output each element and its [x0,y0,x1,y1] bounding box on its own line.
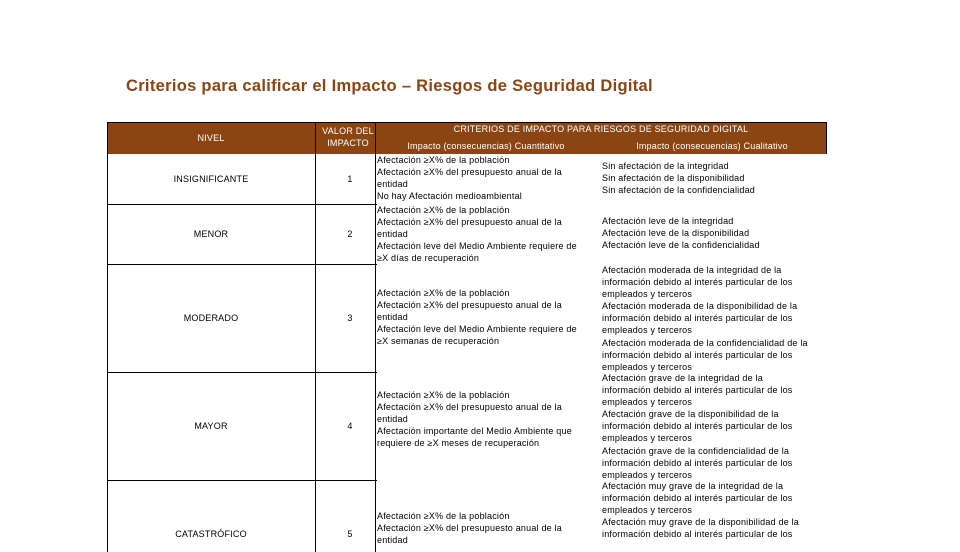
row-nivel: MAYOR [194,421,228,431]
page-title: Criterios para calificar el Impacto – Riesgos de Seguridad Digital [126,77,653,95]
row-cualitativo: Afectación moderada de la integridad de la información debido al interés particular de los empleados y terceros Afectación moderada de la disponibilidad de la información debido al interés particular de los empleados y terceros Afectación moderada de la confidencialidad de la información debido al interés particular de los empleados y terceros [602,265,808,372]
header-cuantitativo: Impacto (consecuencias) Cuantitativo [407,141,565,151]
row-valor: 3 [347,313,353,323]
row-nivel: CATASTRÓFICO [175,529,247,539]
grid-line [107,372,377,373]
grid-line [107,122,108,552]
header-cualitativo: Impacto (consecuencias) Cualitativo [636,141,788,151]
row-cuantitativo: Afectación ≥X% de la población Afectación ≥X% del presupuesto anual de la entidad [377,511,562,546]
header-criterios: CRITERIOS DE IMPACTO PARA RIESGOS DE SEGURIDAD DIGITAL [453,124,749,134]
row-cualitativo: Afectación muy grave de la integridad de la información debido al interés particular de los empleados y terceros Afectación muy grave de la disponibilidad de la información debido al interés particular de los [602,481,800,540]
grid-line [107,122,827,123]
grid-line [107,264,377,265]
row-cuantitativo: Afectación ≥X% de la población Afectación ≥X% del presupuesto anual de la entidad Afectación importante del Medio Ambiente que requiere de ≥X meses de recuperación [377,390,572,449]
impact-criteria-table [107,122,827,552]
row-cuantitativo: Afectación ≥X% de la población Afectación ≥X% del presupuesto anual de la entidad No hay Afectación medioambiental [377,155,562,202]
row-cualitativo: Sin afectación de la integridad Sin afectación de la disponibilidad Sin afectación de la confidencialidad [602,161,755,196]
header-valor: VALOR DEL IMPACTO [322,126,374,149]
grid-line [107,204,377,205]
row-cuantitativo: Afectación ≥X% de la población Afectación ≥X% del presupuesto anual de la entidad Afectación leve del Medio Ambiente requiere de ≥X días de recuperación [377,205,577,264]
row-cualitativo: Afectación grave de la integridad de la información debido al interés particular de los empleados y terceros Afectación grave de la disponibilidad de la información debido al interés particular de los empleados y terceros Afectación grave de la confidencialidad de la información debido al interés particular de los empleados y terceros [602,373,793,480]
row-valor: 5 [347,529,353,539]
row-valor: 2 [347,229,353,239]
header-nivel: NIVEL [197,133,225,143]
grid-line [375,122,376,552]
row-cuantitativo: Afectación ≥X% de la población Afectación ≥X% del presupuesto anual de la entidad Afectación leve del Medio Ambiente requiere de ≥X semanas de recuperación [377,288,577,347]
row-nivel: MODERADO [183,313,239,323]
row-nivel: MENOR [193,229,229,239]
grid-line [315,122,316,552]
grid-line [826,122,827,154]
row-nivel: INSIGNIFICANTE [173,174,249,184]
row-valor: 1 [347,174,353,184]
grid-line [107,480,377,481]
row-cualitativo: Afectación leve de la integridad Afectación leve de la disponibilidad Afectación leve de la confidencialidad [602,216,760,251]
row-valor: 4 [347,421,353,431]
